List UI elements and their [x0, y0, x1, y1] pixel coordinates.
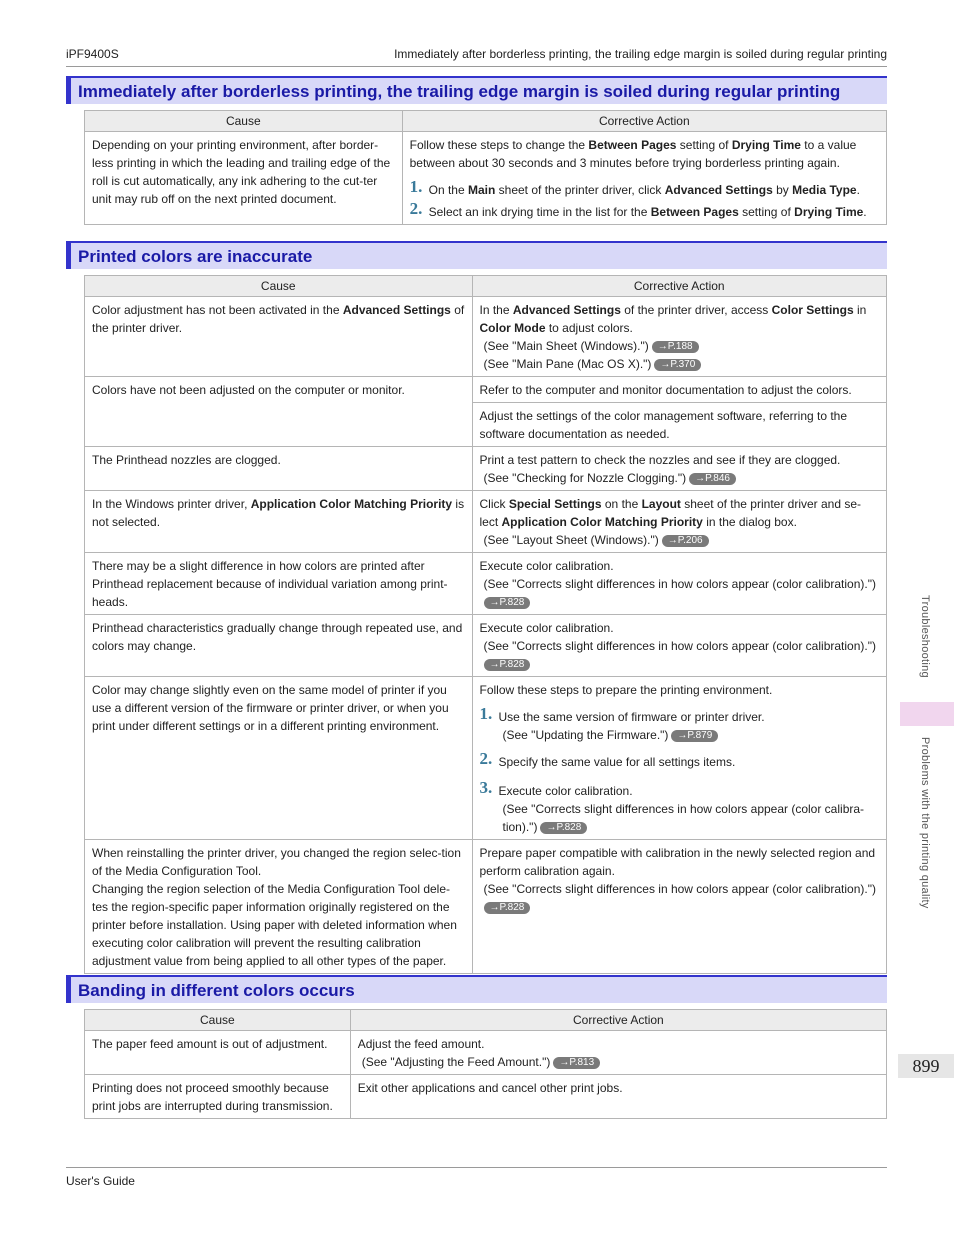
banding-table — [84, 1009, 887, 1119]
step-item: 2. Select an ink drying time in the list for the Between Pages setting of Drying Time. — [409, 199, 867, 219]
page-link[interactable]: →P.813 — [553, 1057, 600, 1069]
cause-cell: Printing does not proceed smoothly because print jobs are interrupted during transmission. — [85, 1075, 351, 1119]
column-header-action: Corrective Action — [350, 1010, 886, 1031]
action-item: Adjust the settings of the color management software, referring to the software documentation as needed. — [473, 402, 887, 446]
setting-name: Between Pages — [588, 138, 677, 152]
cause-cell: There may be a slight difference in how colors are printed after Printhead replacement because of individual variation among print-heads. — [85, 553, 473, 615]
action-cell: Exit other applications and cancel other print jobs. — [350, 1075, 886, 1119]
page-link[interactable]: →P.828 — [484, 597, 531, 609]
column-header-action: Corrective Action — [472, 276, 887, 297]
header-running-title: Immediately after borderless printing, the trailing edge margin is soiled during regular printing — [394, 47, 887, 61]
cause-cell: The paper feed amount is out of adjustment. — [85, 1031, 351, 1075]
column-header-cause: Cause — [85, 1010, 351, 1031]
table-row — [85, 491, 887, 553]
cause-cell: The Printhead nozzles are clogged. — [85, 447, 473, 491]
page-link[interactable]: →P.188 — [652, 341, 699, 353]
page-link[interactable]: →P.879 — [671, 730, 718, 742]
see-reference: (See "Main Sheet (Windows).") →P.188 — [480, 337, 880, 355]
step-item: 3. Execute color calibration. (See "Corrects slight differences in how colors appear (color calibra-tion).") →P.828 — [480, 782, 880, 836]
see-reference: (See "Adjusting the Feed Amount.") →P.813 — [358, 1053, 879, 1071]
footer-guide: User's Guide — [66, 1174, 135, 1188]
header-product: iPF9400S — [66, 47, 119, 61]
action-cell: Adjust the feed amount. (See "Adjusting the Feed Amount.") →P.813 — [350, 1031, 886, 1075]
table-row — [85, 1031, 887, 1075]
see-reference: (See "Main Pane (Mac OS X).") →P.370 — [480, 355, 880, 373]
see-reference: (See "Corrects slight differences in how colors appear (color calibration).") →P.828 — [483, 882, 876, 913]
step-item: 2. Specify the same value for all settings items. — [479, 749, 736, 769]
step-number: 3. — [479, 778, 493, 797]
step-number: 2. — [409, 199, 423, 218]
cause-cell: Colors have not been adjusted on the computer or monitor. — [85, 377, 473, 447]
page-link[interactable]: →P.828 — [540, 822, 587, 834]
see-reference: (See "Corrects slight differences in how colors appear (color calibration).") →P.828 — [483, 639, 876, 670]
side-tab-section[interactable]: Problems with the printing quality — [919, 737, 931, 909]
cause-cell: Color adjustment has not been activated in the Advanced Settings of the printer driver. — [85, 297, 473, 377]
step-item: 1. Use the same version of firmware or printer driver. (See "Updating the Firmware.") →P.879 — [480, 708, 880, 744]
action-cell: Prepare paper compatible with calibration in the newly selected region and perform calibration again. (See "Corrects slight differences in how colors appear (color calibration).") →P.828 — [472, 840, 887, 974]
page-link[interactable]: →P.206 — [662, 535, 709, 547]
see-reference: (See "Corrects slight differences in how colors appear (color calibration).") →P.828 — [483, 577, 876, 608]
table-row — [85, 297, 887, 377]
section-title-banding: Banding in different colors occurs — [66, 975, 887, 1003]
inaccurate-colors-table — [84, 275, 887, 974]
setting-name: Drying Time — [731, 138, 801, 152]
see-reference: (See "Updating the Firmware.") →P.879 — [499, 726, 880, 744]
table-row — [85, 377, 887, 447]
table-row — [85, 1075, 887, 1119]
table-row — [85, 677, 887, 840]
side-tab-chapter[interactable]: Troubleshooting — [919, 595, 931, 678]
action-cell: Execute color calibration. (See "Corrects slight differences in how colors appear (color calibration).") →P.828 — [472, 615, 887, 677]
step-item: 1. On the Main sheet of the printer driver, click Advanced Settings by Media Type. — [409, 177, 860, 197]
trailing-edge-table — [84, 110, 887, 225]
table-row — [85, 447, 887, 491]
cause-cell: Depending on your printing environment, after border-less printing in which the leading and trailing edge of the roll is cut automatically, any ink adhering to the cut-ter unit may rub off on the next printed document. — [85, 132, 403, 225]
page-link[interactable]: →P.370 — [654, 359, 701, 371]
cause-cell: Color may change slightly even on the same model of printer if you use a different version of the firmware or printer driver, or when you print under different settings or in a different printing environment. — [85, 677, 473, 840]
page-link[interactable]: →P.846 — [689, 473, 736, 485]
action-cell: In the Advanced Settings of the printer driver, access Color Settings in Color Mode to adjust colors. (See "Main Sheet (Windows).") →P.188 (See "Main Pane (Mac OS X).") →P.370 — [472, 297, 887, 377]
footer-divider — [66, 1167, 887, 1168]
table-row — [85, 840, 887, 974]
action-cell: Click Special Settings on the Layout sheet of the printer driver and se-lect Application Color Matching Priority in the dialog box. (See "Layout Sheet (Windows).") →P.206 — [472, 491, 887, 553]
step-number: 2. — [479, 749, 493, 768]
action-cell: Follow these steps to prepare the printing environment. 1. Use the same version of firmware or printer driver. (See "Updating the Firmware.") →P.879 2. Specify the same value for all settings items. 3. Execute color calibration. (See "Corrects slight differences in how colors appear (color calibra-tion).") →P.828 — [472, 677, 887, 840]
see-reference: (See "Checking for Nozzle Clogging.") →P.846 — [480, 469, 880, 487]
cause-cell: When reinstalling the printer driver, you changed the region selec-tion of the Media Configuration Tool. Changing the region selection of the Media Configuration Tool dele-tes the region-specific paper information originally registered on the printer before installation. Using paper with deleted information when executing color calibration will prevent the resulting calibration adjustment value from being applied to all other types of the paper. — [85, 840, 473, 974]
step-number: 1. — [479, 704, 493, 723]
see-reference: (See "Layout Sheet (Windows).") →P.206 — [480, 531, 880, 549]
table-row — [85, 132, 887, 225]
action-cell: Print a test pattern to check the nozzles and see if they are clogged. (See "Checking for Nozzle Clogging.") →P.846 — [472, 447, 887, 491]
action-cell — [472, 377, 887, 447]
table-row — [85, 615, 887, 677]
action-cell: Execute color calibration. (See "Corrects slight differences in how colors appear (color calibration).") →P.828 — [472, 553, 887, 615]
action-cell: Follow these steps to change the Between Pages setting of Drying Time to a value between about 30 seconds and 3 minutes before trying borderless printing again. 1. On the Main sheet of the printer driver, click Advanced Settings by Media Type. 2. Select an ink drying time in the list for the Between Pages setting of Drying Time. — [402, 132, 886, 225]
column-header-cause: Cause — [85, 276, 473, 297]
column-header-action: Corrective Action — [402, 111, 886, 132]
table-row — [85, 553, 887, 615]
step-number: 1. — [409, 177, 423, 196]
column-header-cause: Cause — [85, 111, 403, 132]
page-link[interactable]: →P.828 — [484, 659, 531, 671]
section-title-trailing-edge: Immediately after borderless printing, the trailing edge margin is soiled during regular printing — [66, 76, 887, 104]
header-divider — [66, 66, 887, 67]
section-title-inaccurate-colors: Printed colors are inaccurate — [66, 241, 887, 269]
cause-cell: Printhead characteristics gradually change through repeated use, and colors may change. — [85, 615, 473, 677]
page-link[interactable]: →P.828 — [484, 902, 531, 914]
see-reference: (See "Corrects slight differences in how colors appear (color calibra-tion).") →P.828 — [502, 802, 865, 834]
page-number: 899 — [898, 1054, 954, 1078]
side-tab-marker — [900, 702, 954, 726]
action-item: Refer to the computer and monitor documentation to adjust the colors. — [479, 383, 852, 397]
cause-cell: In the Windows printer driver, Application Color Matching Priority is not selected. — [85, 491, 473, 553]
